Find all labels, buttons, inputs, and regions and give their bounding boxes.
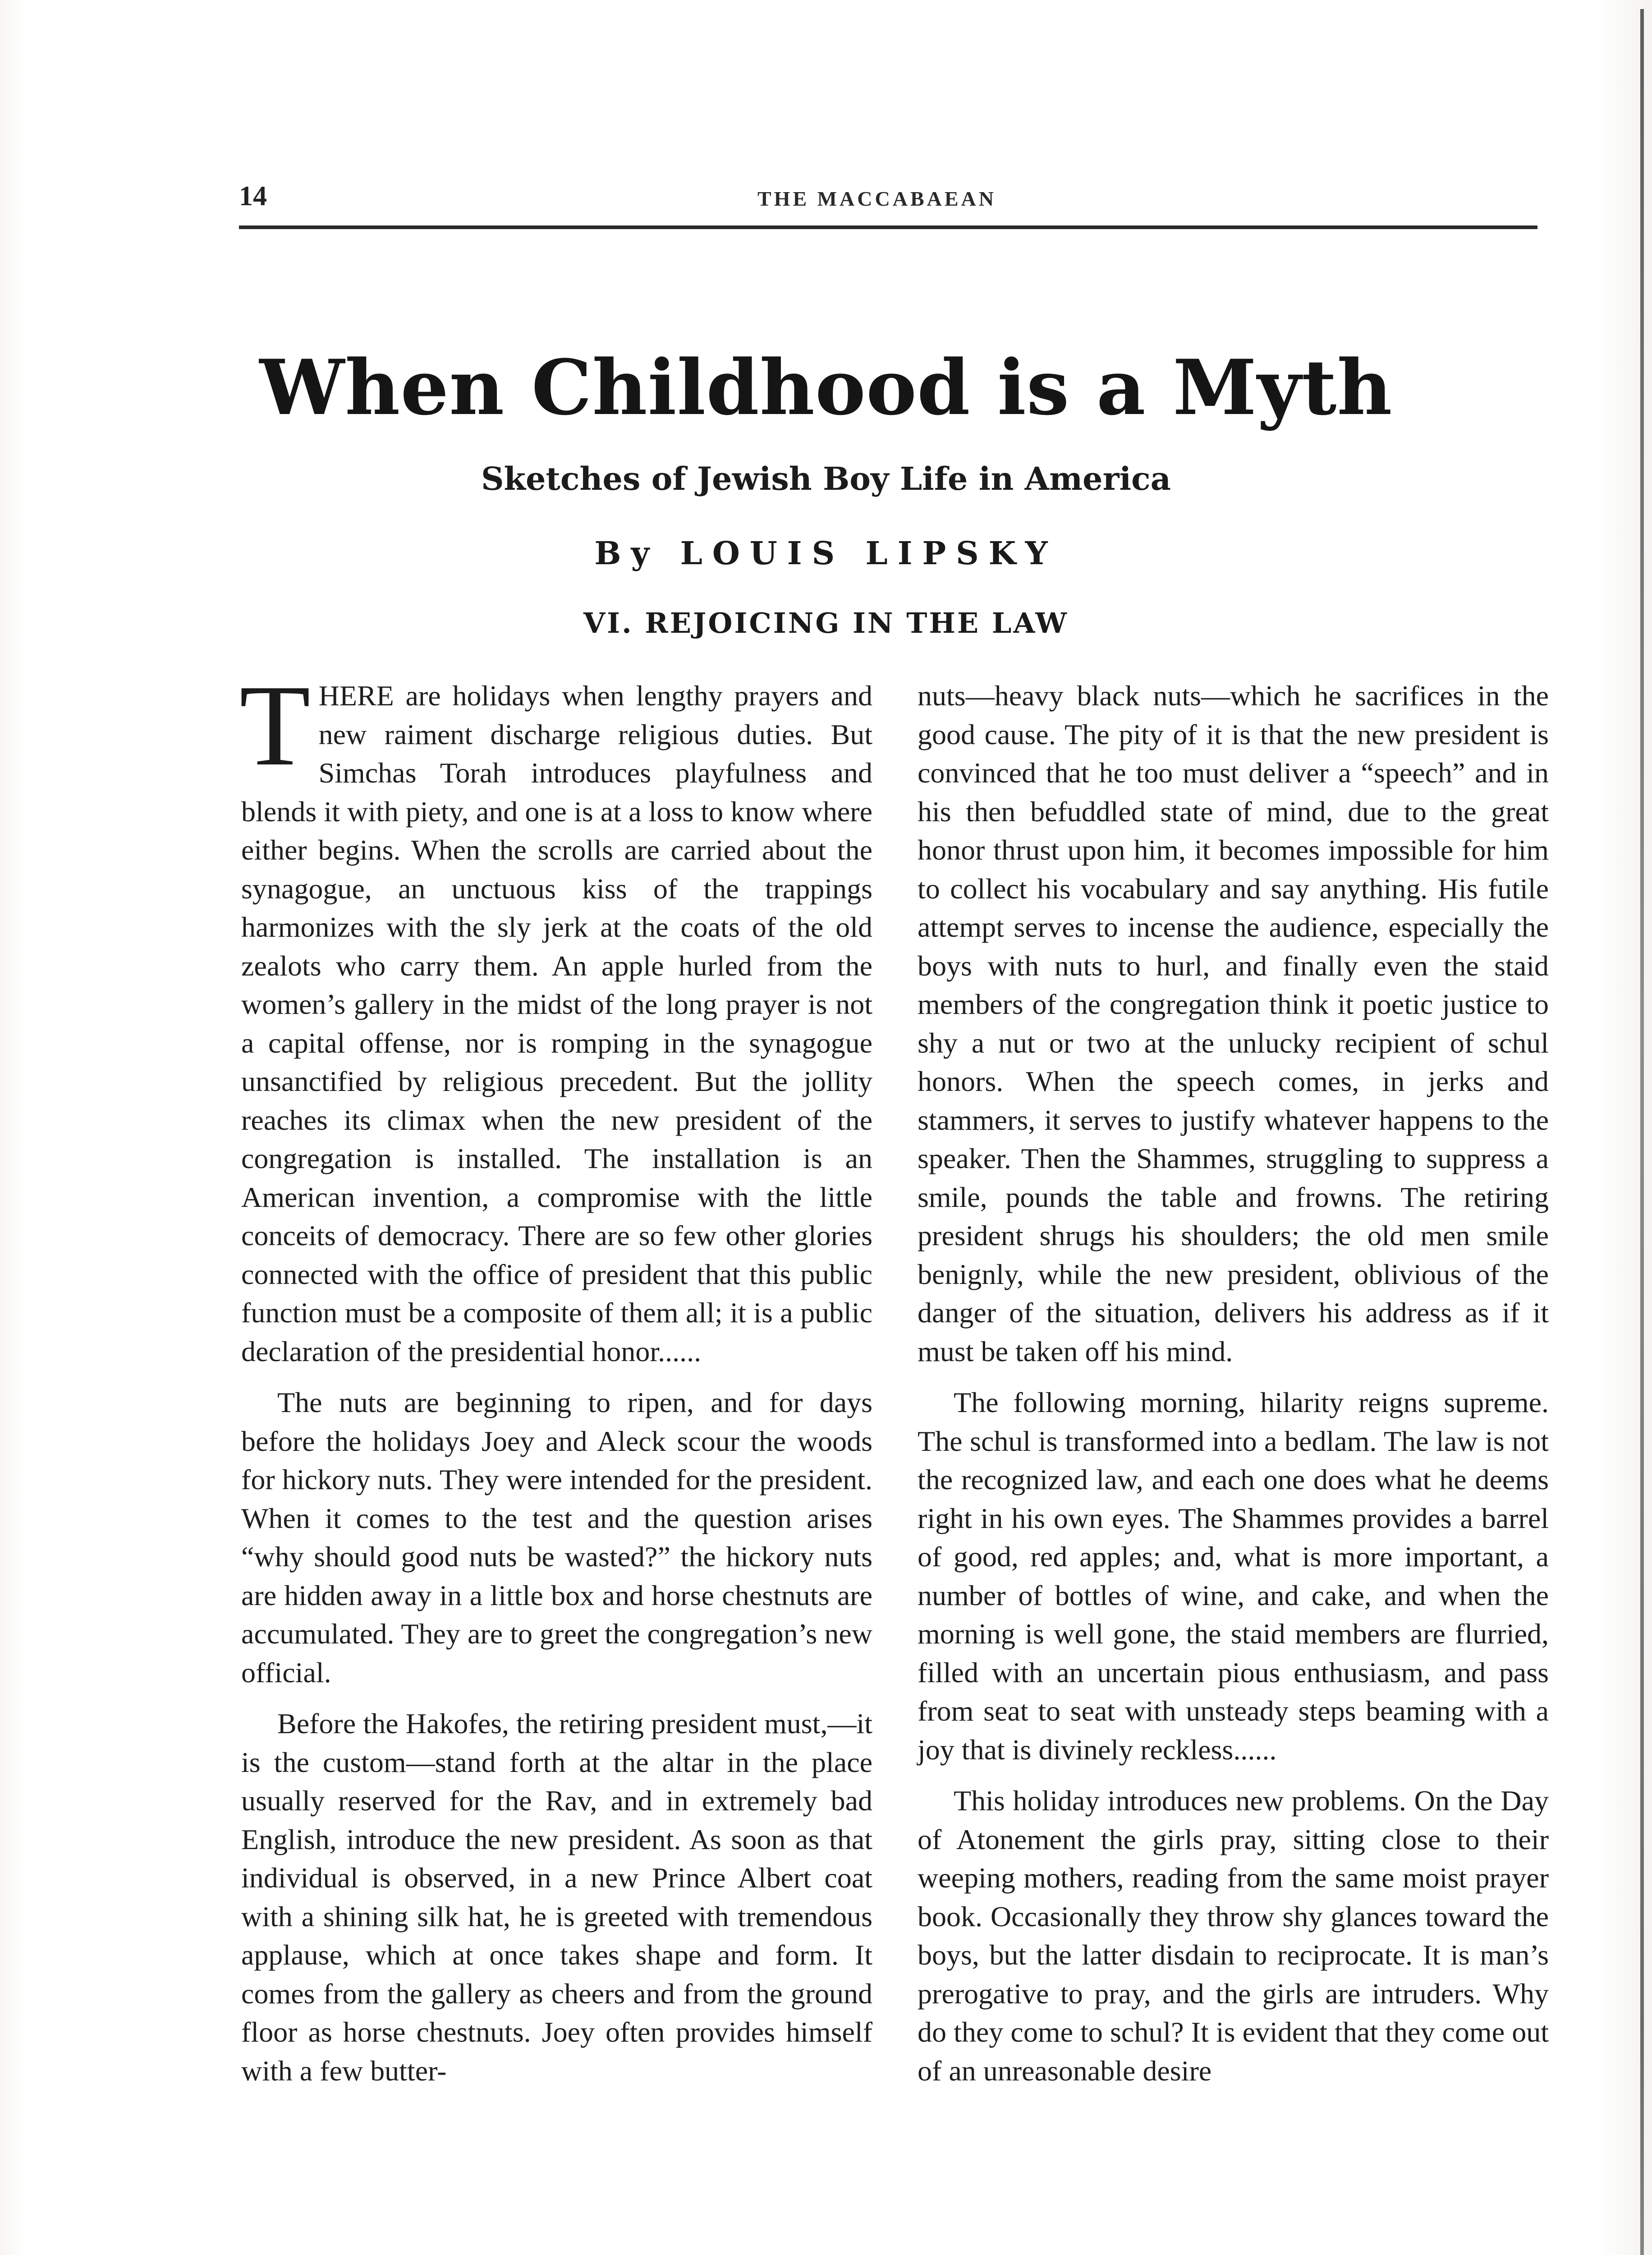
paragraph: nuts—heavy black nuts—which he sacrifices in the good cause. The pity of it is that the new president is convinced that he too must deliver a “speech” and in his then befuddled state of mind, due to the great honor thrust upon him, it becomes impossible for him to collect his vocabulary and say anything. His futile attempt serves to incense the audience, especially the boys with nuts to hurl, and finally even the staid members of the congregation think it poetic justice to shy a nut or two at the unlucky recipient of schul honors. When the speech comes, in jerks and stammers, it serves to justify whatever happens to the speaker. Then the Shammes, struggling to suppress a smile, pounds the table and frowns. The retiring president shrugs his shoulders; the old men smile benignly, while the new president, oblivious of the danger of the situation, delivers his address as if it must be taken off his mind. [918,680,1549,1367]
paragraph: Before the Hakofes, the retiring president must,—it is the custom—stand forth at the altar in the place usually reserved for the Rav, and in extremely bad English, introduce the new president. As soon as that individual is observed, in a new Prince Albert coat with a shining silk hat, he is greeted with tremendous applause, which at once takes shape and form. It comes from the gallery as cheers and from the ground floor as horse chestnuts. Joey often provides himself with a few butter- [241,1707,872,2087]
left-column [239,661,872,2090]
article-title: When Childhood is a Myth [259,343,1393,432]
running-head [239,180,1533,221]
page-number: 14 [239,181,267,212]
paragraph: The following morning, hilarity reigns supreme. The schul is transformed into a bedlam. The law is not the recognized law, and each one does what he deems right in his own eyes. The Shammes provides a barrel of good, red apples; and, what is more important, a number of bottles of wine, and cake, and when the morning is well gone, the staid members are flurried, filled with an uncertain pious enthusiasm, and pass from seat to seat with unsteady steps beaming with a joy that is divinely reckless...... [918,1386,1549,1766]
header-rule [239,226,1537,229]
paragraph: The nuts are beginning to ripen, and for days before the holidays Joey and Aleck scour the woods for hickory nuts. They were intended for the president. When it comes to the test and the question arises “why should good nuts be wasted?” the hickory nuts are hidden away in a little box and horse chestnuts are accumulated. They are to greet the congregation’s new official. [241,1386,872,1689]
article-byline: By LOUIS LIPSKY [594,534,1058,572]
article-subtitle: Sketches of Jewish Boy Life in America [481,460,1171,497]
right-column [918,676,1549,2090]
paragraph-text: HERE are holidays when lengthy prayers and new raiment discharge religious duties. But Simchas Torah introduces playfulness and blends it with piety, and one is at a loss to know where either begins. When the scrolls are carried about the synagogue, an unctuous kiss of the trappings harmonizes with the sly jerk at the coats of the old zealots who carry them. An apple hurled from the women’s gallery in the midst of the long prayer is not a capital offense, nor is romping in the synagogue unsanctified by religious precedent. But the jollity reaches its climax when the new president of the congregation is installed. The installation is an American invention, a compromise with the little conceits of democracy. There are so few other glories connected with the office of president that this public function must be a composite of them all; it is a public declaration of the presidential honor...... [241,680,872,1367]
paragraph: This holiday introduces new problems. On the Day of Atonement the girls pray, sitting close to their weeping mothers, reading from the same moist prayer book. Occasionally they throw shy glances toward the boys, but the latter disdain to reciprocate. It is man’s prerogative to pray, and the girls are intruders. Why do they come to schul? It is evident that they come out of an unreasonable desire [918,1785,1549,2087]
journal-name: THE MACCABAEAN [757,187,996,210]
section-title: VI. REJOICING IN THE LAW [583,607,1069,640]
drop-cap: T [239,661,311,790]
paragraph [239,661,872,1371]
